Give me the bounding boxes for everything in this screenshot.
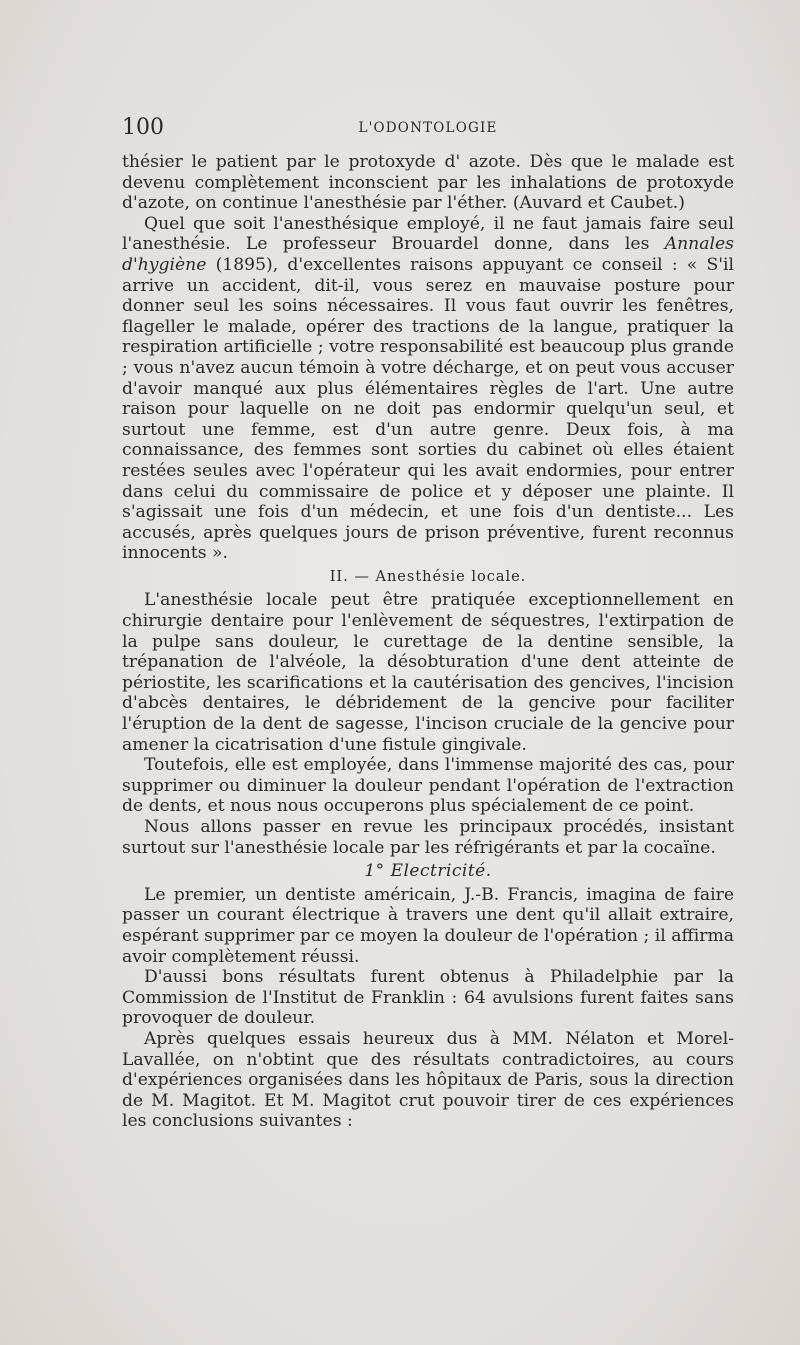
section-heading: II. — Anesthésie locale. <box>329 568 527 585</box>
subsection-heading: 1° Electricité. <box>364 861 492 882</box>
paragraph-continuation: thésier le patient par le protoxyde d' azote. Dès que le malade est devenu complètement inconscient par les inhalations de protoxyde d'azote, on continue l'anesthésie par l'éther. (Auvard et Caubet.) <box>122 152 734 214</box>
body-text <box>122 152 734 1132</box>
journal-title: Annales d'hygiène <box>122 234 734 275</box>
paragraph-philadelphia: D'aussi bons résultats furent obtenus à Philadelphie par la Commission de l'Institut de Franklin : 64 avulsions furent faites sans provoquer de douleur. <box>122 967 734 1029</box>
paragraph-review: Nous allons passer en revue les principaux procédés, insistant surtout sur l'anesthésie locale par les réfrigérants et par la cocaïne. <box>122 817 734 858</box>
paragraph-brouardel-start: Quel que soit l'anesthésique employé, il ne faut jamais faire seul l'anesthésie. Le professeur Brouardel donne, dans les <box>122 213 734 255</box>
paragraph-francis: Le premier, un dentiste américain, J.-B. Francis, imagina de faire passer un courant électrique à travers une dent qu'il allait extraire, espérant supprimer par ce moyen la douleur de l'opération ; il affirma avoir complètement réussi. <box>122 884 734 967</box>
running-title: L'ODONTOLOGIE <box>358 120 498 136</box>
page-header <box>122 114 734 144</box>
paragraph-magitot: Après quelques essais heureux dus à MM. Nélaton et Morel-Lavallée, on n'obtint que des résultats contradictoires, au cours d'expériences organisées dans les hôpitaux de Paris, sous la direction de M. Magitot. Et M. Magitot crut pouvoir tirer de ces expériences les conclusions suivantes : <box>122 1028 734 1132</box>
page-number: 100 <box>122 115 164 140</box>
paragraph-local-anesthesia: L'anesthésie locale peut être pratiquée exceptionnellement en chirurgie dentaire pour l'enlèvement de séquestres, l'extirpation de la pulpe sans douleur, le curettage de la dentine sensible, la trépanation de l'alvéole, la désobturation d'une dent atteinte de périostite, les scarifications et la cautérisation des gencives, l'incision d'abcès dentaires, le débridement de la gencive pour faciliter l'éruption de la dent de sagesse, l'incison cruciale de la gencive pour amener la cicatrisation d'une fistule gingivale. <box>122 590 734 755</box>
paragraph-brouardel-rest: (1895), d'excellentes raisons appuyant ce conseil : « S'il arrive un accident, dit-il, vous serez en mauvaise posture pour donner seul les soins nécessaires. Il vous faut ouvrir les fenêtres, flageller le malade, opérer des tractions de la langue, pratiquer la respiration artificielle ; votre responsabilité est beaucoup plus grande ; vous n'avez aucun témoin à votre décharge, et on peut vous accuser d'avoir manqué aux plus élémentaires règles de l'art. Une autre raison pour laquelle on ne doit pas endormir quelqu'un seul, et surtout une femme, est d'un autre genre. Deux fois, à ma connaissance, des femmes sont sorties du cabinet où elles étaient restées seules avec l'opérateur qui les avait endormies, pour entrer dans celui du commissaire de police et y déposer une plainte. Il s'agissait une fois d'un médecin, et une fois d'un dentiste... Les accusés, après quelques jours de prison préventive, furent reconnus innocents ». <box>122 254 734 564</box>
paragraph-extraction: Toutefois, elle est employée, dans l'immense majorité des cas, pour supprimer ou diminuer la douleur pendant l'opération de l'extraction de dents, et nous nous occuperons plus spécialement de ce point. <box>122 755 734 817</box>
paragraph-brouardel <box>122 214 734 564</box>
